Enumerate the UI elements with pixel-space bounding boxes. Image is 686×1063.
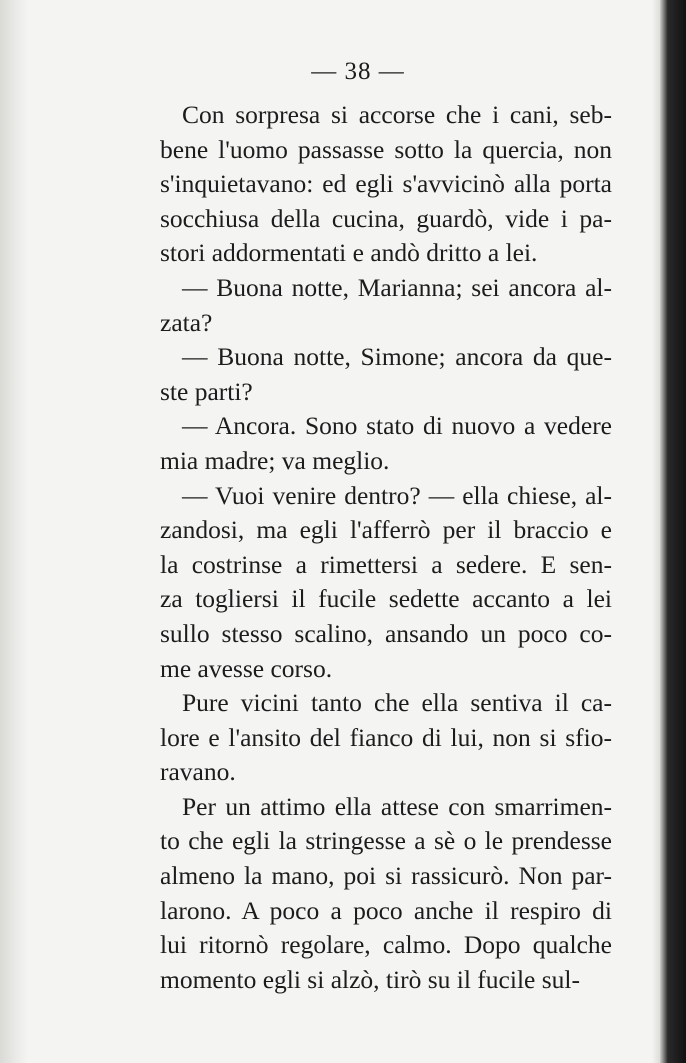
paragraph: [138, 340, 612, 409]
text-line: bene l'uomo passasse sotto la quercia, non: [160, 134, 612, 164]
text-line: — Buona notte, Marianna; sei ancora al-: [182, 272, 612, 302]
text-line: Con sorpresa si accorse che i cani, seb-: [182, 100, 612, 129]
page-number: — 38 —: [311, 58, 405, 85]
text-line: — Buona notte, Simone; ancora da que-: [182, 342, 612, 372]
text-line: za togliersi il fucile sedette accanto a lei: [160, 584, 612, 614]
text-line: almeno la mano, poi si rassicurò. Non par-: [160, 861, 612, 891]
text-line: lui ritornò regolare, calmo. Dopo qualche: [160, 930, 612, 960]
paragraph: [138, 271, 612, 340]
text-line: Pure vicini tanto che ella sentiva il ca-: [182, 688, 612, 718]
text-line: to che egli la stringesse a sè o le prendesse: [160, 826, 612, 856]
text-line: zandosi, ma egli l'afferrò per il braccio e: [160, 515, 612, 545]
paragraph: [138, 98, 612, 271]
text-line: zata?: [160, 307, 213, 337]
body-text: [138, 98, 612, 997]
text-line: me avesse corso.: [160, 653, 333, 683]
text-line: lore e l'ansito del fianco di lui, non si sfio-: [160, 722, 612, 752]
text-line: ste parti?: [160, 376, 253, 406]
text-line: socchiusa della cucina, guardò, vide i pa-: [160, 203, 612, 233]
text-line: ravano.: [160, 757, 236, 787]
text-line: — Ancora. Sono stato di nuovo a vedere: [182, 411, 612, 441]
book-spine-edge: [660, 0, 686, 1063]
page-gutter-shadow: [0, 0, 28, 1063]
paragraph: [138, 686, 612, 790]
text-line: s'inquietavano: ed egli s'avvicinò alla porta: [160, 169, 612, 199]
text-line: stori addormentati e andò dritto a lei.: [160, 238, 538, 268]
text-line: — Vuoi venire dentro? — ella chiese, al-: [182, 480, 612, 510]
text-line: sullo stesso scalino, ansando un poco co-: [160, 618, 612, 648]
paragraph: [138, 409, 612, 478]
text-line: momento egli si alzò, tirò su il fucile sul-: [160, 964, 580, 994]
page-edge-shading: [652, 0, 660, 1063]
paragraph: [138, 790, 612, 998]
paragraph: [138, 479, 612, 687]
text-line: mia madre; va meglio.: [160, 445, 390, 475]
text-line: la costrinse a rimettersi a sedere. E sen-: [160, 549, 612, 579]
text-line: Per un attimo ella attese con smarrimen-: [182, 791, 612, 821]
text-line: larono. A poco a poco anche il respiro di: [160, 895, 612, 925]
